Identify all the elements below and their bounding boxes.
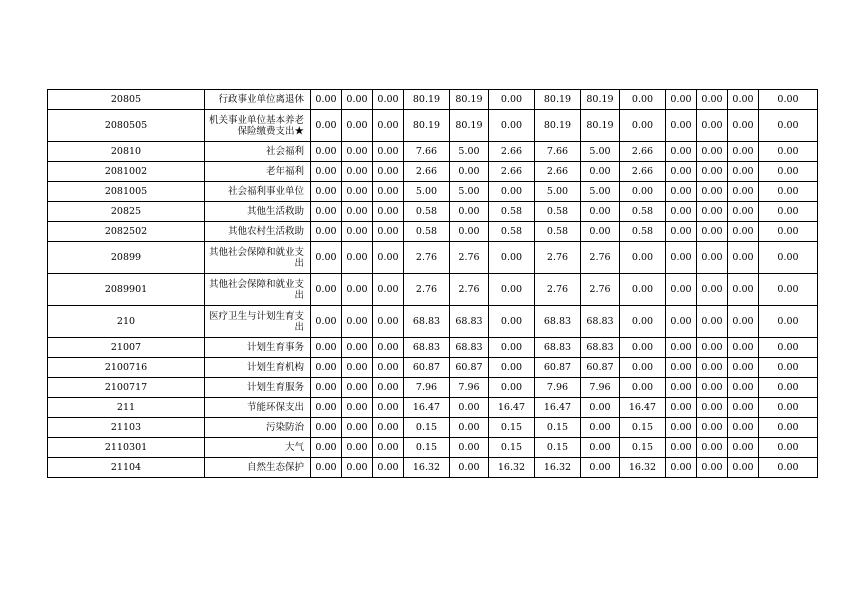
subject-name-cell: 自然生态保护 [205, 458, 311, 478]
amount-cell: 0.00 [666, 306, 697, 338]
subject-code-cell: 20810 [48, 142, 205, 162]
amount-cell: 68.83 [581, 338, 620, 358]
subject-code-cell: 20805 [48, 90, 205, 110]
amount-cell: 0.00 [342, 358, 373, 378]
amount-cell: 0.00 [581, 398, 620, 418]
amount-cell: 0.00 [728, 378, 759, 398]
subject-name-cell: 其他农村生活救助 [205, 222, 311, 242]
table-row [48, 110, 818, 142]
amount-cell: 0.00 [759, 398, 818, 418]
subject-name-cell: 污染防治 [205, 418, 311, 438]
amount-cell: 0.00 [450, 438, 489, 458]
amount-cell: 0.00 [697, 306, 728, 338]
subject-code-cell: 2089901 [48, 274, 205, 306]
subject-name-cell: 计划生育服务 [205, 378, 311, 398]
amount-cell: 0.00 [666, 378, 697, 398]
table-row [48, 418, 818, 438]
amount-cell: 0.00 [311, 378, 342, 398]
amount-cell: 0.00 [697, 202, 728, 222]
subject-name-cell: 其他社会保障和就业支出 [205, 242, 311, 274]
amount-cell: 80.19 [581, 90, 620, 110]
table-row [48, 162, 818, 182]
amount-cell: 0.00 [697, 338, 728, 358]
amount-cell: 60.87 [535, 358, 581, 378]
amount-cell: 0.00 [489, 182, 535, 202]
amount-cell: 60.87 [581, 358, 620, 378]
amount-cell: 16.47 [620, 398, 666, 418]
budget-table [47, 89, 818, 478]
amount-cell: 0.00 [759, 242, 818, 274]
amount-cell: 16.47 [404, 398, 450, 418]
amount-cell: 0.00 [759, 142, 818, 162]
subject-code-cell: 2081002 [48, 162, 205, 182]
amount-cell: 0.00 [489, 274, 535, 306]
amount-cell: 80.19 [404, 90, 450, 110]
table-row [48, 338, 818, 358]
amount-cell: 0.00 [450, 458, 489, 478]
amount-cell: 68.83 [581, 306, 620, 338]
amount-cell: 0.00 [666, 358, 697, 378]
amount-cell: 5.00 [404, 182, 450, 202]
amount-cell: 0.00 [373, 306, 404, 338]
amount-cell: 0.00 [728, 90, 759, 110]
amount-cell: 2.76 [535, 242, 581, 274]
amount-cell: 0.00 [620, 182, 666, 202]
amount-cell: 80.19 [535, 90, 581, 110]
table-row [48, 438, 818, 458]
amount-cell: 0.00 [489, 378, 535, 398]
amount-cell: 60.87 [404, 358, 450, 378]
amount-cell: 80.19 [404, 110, 450, 142]
subject-code-cell: 2110301 [48, 438, 205, 458]
amount-cell: 0.00 [311, 418, 342, 438]
amount-cell: 16.32 [404, 458, 450, 478]
amount-cell: 0.58 [620, 202, 666, 222]
amount-cell: 5.00 [535, 182, 581, 202]
amount-cell: 0.00 [342, 418, 373, 438]
amount-cell: 0.00 [342, 458, 373, 478]
amount-cell: 0.00 [697, 378, 728, 398]
amount-cell: 0.58 [489, 202, 535, 222]
amount-cell: 0.00 [697, 458, 728, 478]
amount-cell: 0.00 [450, 222, 489, 242]
amount-cell: 2.66 [489, 162, 535, 182]
subject-code-cell: 2080505 [48, 110, 205, 142]
amount-cell: 2.76 [535, 274, 581, 306]
subject-name-cell: 老年福利 [205, 162, 311, 182]
amount-cell: 0.00 [342, 398, 373, 418]
subject-name-cell: 节能环保支出 [205, 398, 311, 418]
amount-cell: 0.00 [697, 110, 728, 142]
amount-cell: 0.00 [311, 222, 342, 242]
amount-cell: 68.83 [450, 306, 489, 338]
amount-cell: 0.00 [581, 162, 620, 182]
subject-name-cell: 其他社会保障和就业支出 [205, 274, 311, 306]
amount-cell: 68.83 [404, 306, 450, 338]
amount-cell: 0.00 [759, 358, 818, 378]
amount-cell: 0.00 [311, 162, 342, 182]
amount-cell: 0.00 [728, 398, 759, 418]
amount-cell: 0.00 [620, 274, 666, 306]
amount-cell: 0.00 [342, 110, 373, 142]
amount-cell: 2.66 [620, 162, 666, 182]
subject-code-cell: 2100717 [48, 378, 205, 398]
amount-cell: 0.15 [489, 418, 535, 438]
table-row [48, 358, 818, 378]
table-row [48, 306, 818, 338]
amount-cell: 0.00 [728, 142, 759, 162]
amount-cell: 0.00 [728, 438, 759, 458]
subject-name-cell: 计划生育事务 [205, 338, 311, 358]
amount-cell: 0.00 [759, 90, 818, 110]
amount-cell: 0.00 [620, 242, 666, 274]
table-row [48, 378, 818, 398]
subject-name-cell: 医疗卫生与计划生育支出 [205, 306, 311, 338]
amount-cell: 0.00 [450, 398, 489, 418]
amount-cell: 0.15 [489, 438, 535, 458]
amount-cell: 0.00 [581, 438, 620, 458]
amount-cell: 0.00 [342, 338, 373, 358]
amount-cell: 0.00 [697, 438, 728, 458]
subject-name-cell: 大气 [205, 438, 311, 458]
amount-cell: 0.00 [342, 242, 373, 274]
amount-cell: 0.00 [373, 110, 404, 142]
amount-cell: 0.00 [620, 338, 666, 358]
amount-cell: 60.87 [450, 358, 489, 378]
amount-cell: 80.19 [450, 90, 489, 110]
amount-cell: 0.00 [311, 458, 342, 478]
subject-name-cell: 其他生活救助 [205, 202, 311, 222]
amount-cell: 0.00 [666, 242, 697, 274]
amount-cell: 2.76 [581, 274, 620, 306]
amount-cell: 0.00 [373, 358, 404, 378]
amount-cell: 0.00 [373, 90, 404, 110]
amount-cell: 80.19 [581, 110, 620, 142]
amount-cell: 0.00 [666, 274, 697, 306]
amount-cell: 7.66 [404, 142, 450, 162]
subject-code-cell: 20899 [48, 242, 205, 274]
amount-cell: 0.00 [728, 202, 759, 222]
amount-cell: 0.15 [620, 438, 666, 458]
amount-cell: 0.00 [728, 458, 759, 478]
amount-cell: 2.66 [535, 162, 581, 182]
amount-cell: 0.58 [489, 222, 535, 242]
amount-cell: 0.00 [620, 306, 666, 338]
amount-cell: 0.00 [666, 142, 697, 162]
amount-cell: 0.58 [404, 202, 450, 222]
amount-cell: 7.96 [581, 378, 620, 398]
amount-cell: 0.00 [666, 222, 697, 242]
amount-cell: 0.00 [728, 358, 759, 378]
amount-cell: 0.00 [697, 398, 728, 418]
amount-cell: 0.00 [759, 202, 818, 222]
amount-cell: 0.00 [373, 142, 404, 162]
subject-name-cell: 社会福利事业单位 [205, 182, 311, 202]
amount-cell: 0.00 [373, 242, 404, 274]
amount-cell: 0.58 [620, 222, 666, 242]
amount-cell: 0.00 [666, 418, 697, 438]
amount-cell: 0.00 [697, 162, 728, 182]
amount-cell: 0.00 [759, 438, 818, 458]
amount-cell: 5.00 [450, 182, 489, 202]
amount-cell: 0.00 [581, 222, 620, 242]
amount-cell: 0.00 [311, 274, 342, 306]
amount-cell: 0.00 [373, 438, 404, 458]
subject-code-cell: 20825 [48, 202, 205, 222]
amount-cell: 0.00 [342, 142, 373, 162]
amount-cell: 0.15 [404, 418, 450, 438]
amount-cell: 0.00 [759, 458, 818, 478]
amount-cell: 80.19 [535, 110, 581, 142]
amount-cell: 0.00 [697, 242, 728, 274]
amount-cell: 0.58 [535, 222, 581, 242]
subject-name-cell: 计划生育机构 [205, 358, 311, 378]
amount-cell: 0.00 [697, 90, 728, 110]
subject-code-cell: 21104 [48, 458, 205, 478]
amount-cell: 0.15 [535, 438, 581, 458]
amount-cell: 0.00 [342, 222, 373, 242]
amount-cell: 0.00 [666, 110, 697, 142]
amount-cell: 0.00 [666, 202, 697, 222]
amount-cell: 2.66 [404, 162, 450, 182]
amount-cell: 0.00 [697, 222, 728, 242]
amount-cell: 0.00 [697, 358, 728, 378]
amount-cell: 0.00 [311, 142, 342, 162]
amount-cell: 0.00 [342, 274, 373, 306]
amount-cell: 0.00 [342, 90, 373, 110]
amount-cell: 7.96 [450, 378, 489, 398]
amount-cell: 0.00 [489, 110, 535, 142]
amount-cell: 0.00 [373, 182, 404, 202]
amount-cell: 68.83 [535, 338, 581, 358]
amount-cell: 2.76 [581, 242, 620, 274]
amount-cell: 0.00 [666, 398, 697, 418]
amount-cell: 0.00 [620, 110, 666, 142]
amount-cell: 0.00 [728, 306, 759, 338]
amount-cell: 0.00 [311, 110, 342, 142]
amount-cell: 0.00 [342, 306, 373, 338]
amount-cell: 2.76 [450, 242, 489, 274]
amount-cell: 0.00 [489, 358, 535, 378]
amount-cell: 0.00 [697, 142, 728, 162]
amount-cell: 16.47 [489, 398, 535, 418]
amount-cell: 16.32 [620, 458, 666, 478]
amount-cell: 2.76 [404, 242, 450, 274]
amount-cell: 0.00 [620, 378, 666, 398]
amount-cell: 0.00 [728, 162, 759, 182]
amount-cell: 0.00 [373, 202, 404, 222]
amount-cell: 0.00 [342, 162, 373, 182]
table-row [48, 242, 818, 274]
amount-cell: 0.00 [311, 358, 342, 378]
subject-code-cell: 21007 [48, 338, 205, 358]
amount-cell: 0.00 [373, 222, 404, 242]
table-row [48, 458, 818, 478]
amount-cell: 0.00 [489, 242, 535, 274]
amount-cell: 0.00 [666, 162, 697, 182]
amount-cell: 0.00 [373, 274, 404, 306]
amount-cell: 0.00 [697, 418, 728, 438]
amount-cell: 0.00 [311, 182, 342, 202]
amount-cell: 0.00 [759, 418, 818, 438]
amount-cell: 0.00 [728, 242, 759, 274]
amount-cell: 0.00 [620, 90, 666, 110]
amount-cell: 0.00 [373, 378, 404, 398]
amount-cell: 0.00 [666, 438, 697, 458]
amount-cell: 0.00 [759, 162, 818, 182]
amount-cell: 0.15 [535, 418, 581, 438]
amount-cell: 0.00 [450, 162, 489, 182]
table-row [48, 274, 818, 306]
amount-cell: 0.00 [728, 110, 759, 142]
table-row [48, 202, 818, 222]
subject-code-cell: 210 [48, 306, 205, 338]
amount-cell: 0.00 [342, 202, 373, 222]
amount-cell: 0.00 [759, 306, 818, 338]
amount-cell: 0.00 [581, 418, 620, 438]
amount-cell: 0.00 [489, 306, 535, 338]
subject-code-cell: 211 [48, 398, 205, 418]
subject-name-cell: 行政事业单位离退休 [205, 90, 311, 110]
amount-cell: 0.00 [489, 338, 535, 358]
amount-cell: 0.00 [581, 458, 620, 478]
amount-cell: 5.00 [581, 182, 620, 202]
amount-cell: 0.00 [728, 274, 759, 306]
table-row [48, 182, 818, 202]
amount-cell: 0.00 [759, 274, 818, 306]
amount-cell: 5.00 [581, 142, 620, 162]
table-row [48, 142, 818, 162]
amount-cell: 0.00 [450, 202, 489, 222]
amount-cell: 0.00 [489, 90, 535, 110]
table-row [48, 222, 818, 242]
amount-cell: 0.00 [759, 338, 818, 358]
amount-cell: 16.32 [535, 458, 581, 478]
table-row [48, 90, 818, 110]
amount-cell: 0.00 [373, 418, 404, 438]
amount-cell: 0.00 [373, 458, 404, 478]
amount-cell: 0.00 [373, 398, 404, 418]
amount-cell: 0.00 [311, 202, 342, 222]
amount-cell: 2.76 [404, 274, 450, 306]
amount-cell: 0.00 [728, 418, 759, 438]
amount-cell: 0.00 [342, 182, 373, 202]
amount-cell: 7.96 [404, 378, 450, 398]
amount-cell: 0.00 [311, 338, 342, 358]
amount-cell: 0.00 [666, 90, 697, 110]
amount-cell: 68.83 [404, 338, 450, 358]
amount-cell: 0.00 [342, 378, 373, 398]
amount-cell: 0.00 [620, 358, 666, 378]
table-row [48, 398, 818, 418]
amount-cell: 2.66 [620, 142, 666, 162]
amount-cell: 0.15 [620, 418, 666, 438]
amount-cell: 2.66 [489, 142, 535, 162]
amount-cell: 0.00 [373, 338, 404, 358]
amount-cell: 0.00 [759, 378, 818, 398]
amount-cell: 0.00 [311, 398, 342, 418]
amount-cell: 0.00 [666, 338, 697, 358]
amount-cell: 0.58 [404, 222, 450, 242]
amount-cell: 68.83 [450, 338, 489, 358]
amount-cell: 68.83 [535, 306, 581, 338]
subject-name-cell: 机关事业单位基本养老保险缴费支出★ [205, 110, 311, 142]
amount-cell: 0.00 [728, 182, 759, 202]
amount-cell: 0.00 [728, 338, 759, 358]
amount-cell: 5.00 [450, 142, 489, 162]
amount-cell: 80.19 [450, 110, 489, 142]
amount-cell: 0.00 [342, 438, 373, 458]
amount-cell: 0.15 [404, 438, 450, 458]
amount-cell: 0.58 [535, 202, 581, 222]
amount-cell: 2.76 [450, 274, 489, 306]
subject-code-cell: 2081005 [48, 182, 205, 202]
subject-code-cell: 21103 [48, 418, 205, 438]
amount-cell: 0.00 [666, 182, 697, 202]
amount-cell: 0.00 [666, 458, 697, 478]
amount-cell: 0.00 [697, 274, 728, 306]
amount-cell: 0.00 [759, 222, 818, 242]
amount-cell: 0.00 [373, 162, 404, 182]
amount-cell: 0.00 [450, 418, 489, 438]
amount-cell: 7.66 [535, 142, 581, 162]
amount-cell: 0.00 [759, 110, 818, 142]
amount-cell: 16.47 [535, 398, 581, 418]
subject-code-cell: 2100716 [48, 358, 205, 378]
amount-cell: 0.00 [581, 202, 620, 222]
amount-cell: 16.32 [489, 458, 535, 478]
subject-name-cell: 社会福利 [205, 142, 311, 162]
amount-cell: 0.00 [311, 242, 342, 274]
amount-cell: 7.96 [535, 378, 581, 398]
subject-code-cell: 2082502 [48, 222, 205, 242]
amount-cell: 0.00 [311, 306, 342, 338]
amount-cell: 0.00 [759, 182, 818, 202]
amount-cell: 0.00 [311, 438, 342, 458]
amount-cell: 0.00 [697, 182, 728, 202]
amount-cell: 0.00 [311, 90, 342, 110]
amount-cell: 0.00 [728, 222, 759, 242]
